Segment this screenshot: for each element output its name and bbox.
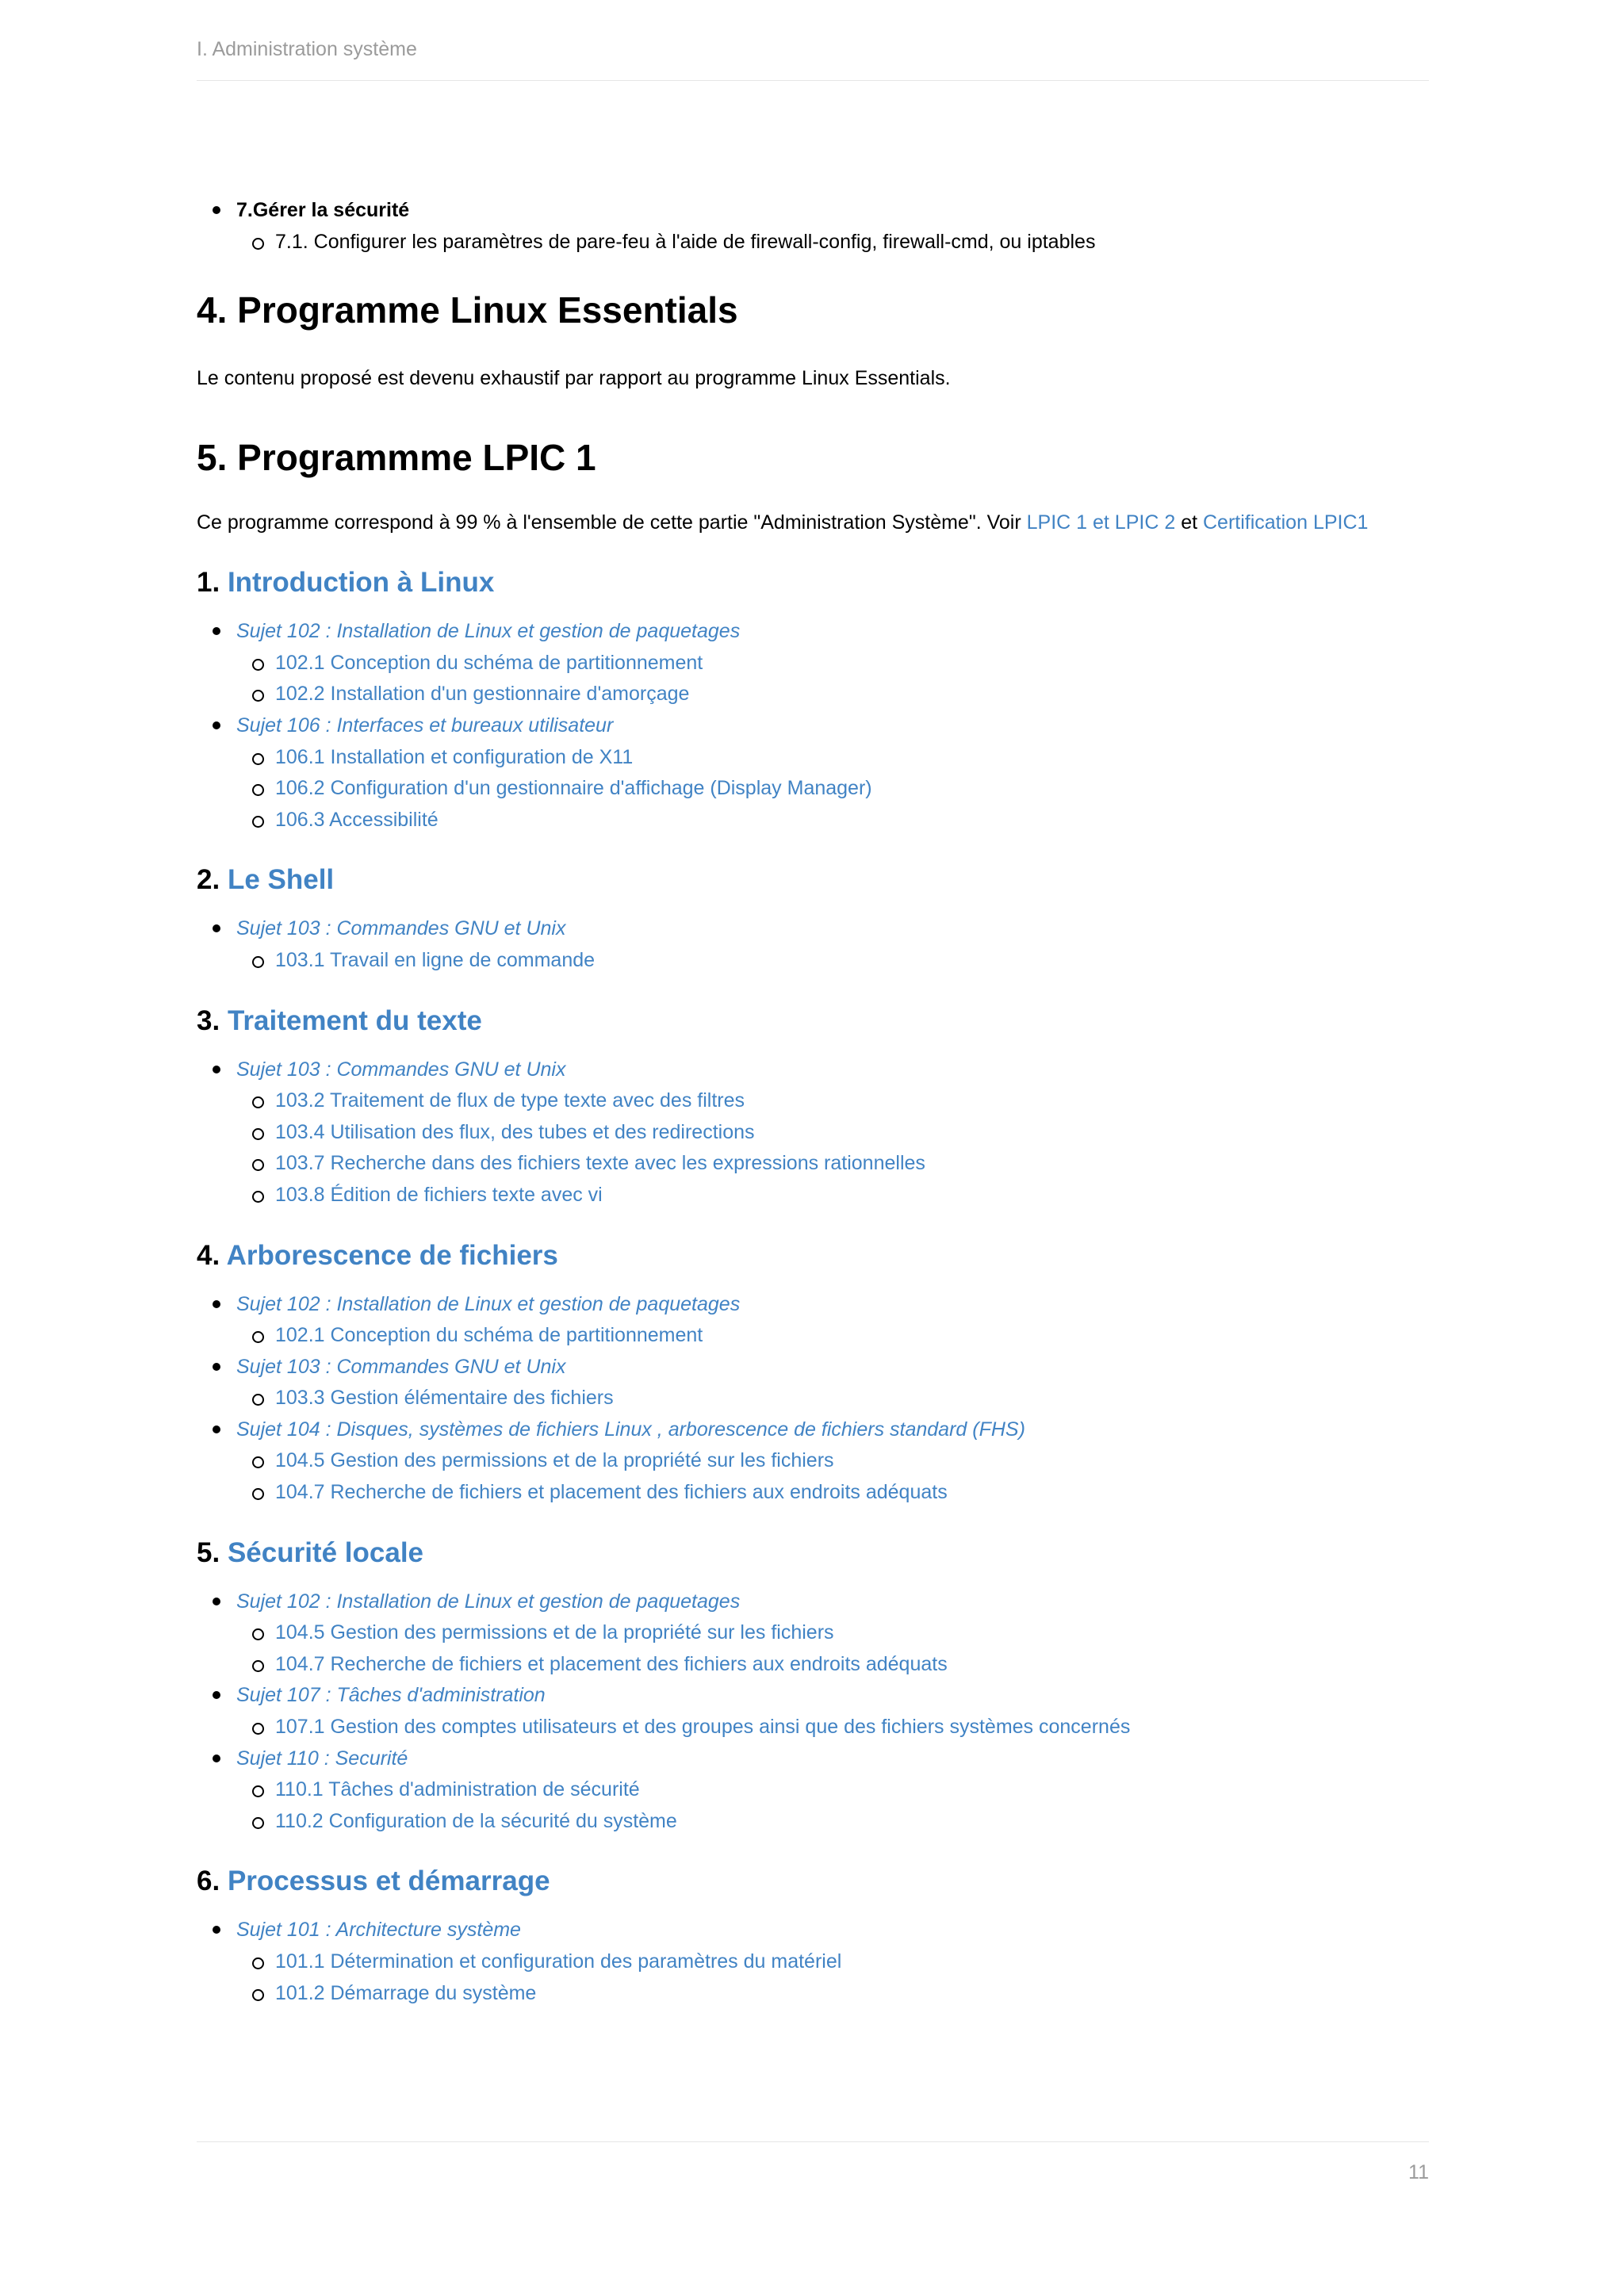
chapter-title [197, 1536, 1429, 1571]
topic-link[interactable]: Sujet 107 : Tâches d'administration [236, 1684, 546, 1707]
chapter-number: 2. [197, 864, 220, 896]
chapter-title [197, 1864, 1429, 1899]
objective-link[interactable]: 106.3 Accessibilité [197, 805, 1429, 836]
topic-list [197, 1915, 1429, 2009]
objective-list [236, 742, 1429, 836]
objective-list [236, 1712, 1429, 1743]
objective-link[interactable]: 106.2 Configuration d'un gestionnaire d'affichage (Display Manager) [197, 773, 1429, 805]
list-item [197, 195, 1429, 258]
objective-link[interactable]: 104.5 Gestion des permissions et de la propriété sur les fichiers [197, 1445, 1429, 1477]
section-4-title: 4. Programme Linux Essentials [197, 289, 738, 331]
page-number: 11 [1408, 2161, 1429, 2183]
page-content [197, 195, 1429, 2009]
chapter-list [197, 565, 1429, 2009]
chapter-number: 5. [197, 1536, 220, 1568]
objective-list [236, 1085, 1429, 1211]
chapter-link[interactable]: Traitement du texte [227, 1004, 482, 1036]
header-divider [197, 80, 1429, 81]
sub-list-item: 7.1. Configurer les paramètres de pare-feu à l'aide de firewall-config, firewall-cmd, ou iptables [197, 227, 1429, 258]
topic-link[interactable]: Sujet 103 : Commandes GNU et Unix [236, 1355, 566, 1378]
chapter-link[interactable]: Le Shell [227, 864, 335, 896]
topic-link[interactable]: Sujet 104 : Disques, systèmes de fichiers Linux , arborescence de fichiers standard (FHS) [236, 1418, 1025, 1441]
chapter-number: 1. [197, 567, 220, 599]
objective-list [236, 945, 1429, 977]
list-item-label: 7.Gérer la sécurité [236, 199, 410, 221]
sub-list [236, 227, 1429, 258]
objective-list [236, 1946, 1429, 2009]
chapter-link[interactable]: Processus et démarrage [227, 1866, 550, 1897]
topic-link[interactable]: Sujet 102 : Installation de Linux et gestion de paquetages [236, 1590, 741, 1613]
topic-link[interactable]: Sujet 102 : Installation de Linux et gestion de paquetages [236, 620, 741, 643]
section-4-text: Le contenu proposé est devenu exhaustif par rapport au programme Linux Essentials. [197, 367, 951, 390]
section-5-text-before: Ce programme correspond à 99 % à l'ensemble de cette partie "Administration Système". Voir [197, 511, 1027, 534]
topic-item [197, 710, 1429, 836]
objective-link[interactable]: 104.7 Recherche de fichiers et placement des fichiers aux endroits adéquats [197, 1649, 1429, 1681]
chapter-link[interactable]: Introduction à Linux [227, 567, 495, 599]
objective-link[interactable]: 103.4 Utilisation des flux, des tubes et des redirections [197, 1117, 1429, 1149]
topic-link[interactable]: Sujet 103 : Commandes GNU et Unix [236, 1058, 566, 1081]
objective-link[interactable]: 102.1 Conception du schéma de partitionnement [197, 1320, 1429, 1352]
objective-link[interactable]: 102.1 Conception du schéma de partitionnement [197, 648, 1429, 679]
chapter-number: 3. [197, 1004, 220, 1036]
chapter-title [197, 1004, 1429, 1039]
topic-item [197, 913, 1429, 976]
objective-list [236, 648, 1429, 710]
objective-link[interactable]: 103.8 Édition de fichiers texte avec vi [197, 1180, 1429, 1211]
topic-item [197, 1586, 1429, 1681]
topic-item [197, 1414, 1429, 1509]
objective-list [236, 1617, 1429, 1680]
section-5-text-mid: et [1175, 511, 1203, 534]
chapter-title [197, 1238, 1429, 1273]
objective-link[interactable]: 103.3 Gestion élémentaire des fichiers [197, 1383, 1429, 1414]
topic-list [197, 913, 1429, 976]
topic-item [197, 1680, 1429, 1743]
objective-link[interactable]: 110.1 Tâches d'administration de sécurité [197, 1774, 1429, 1806]
section-5-title: 5. Programmme LPIC 1 [197, 437, 596, 479]
objective-list [236, 1774, 1429, 1837]
chapter-title [197, 863, 1429, 897]
objective-link[interactable]: 103.2 Traitement de flux de type texte avec des filtres [197, 1085, 1429, 1117]
topic-link[interactable]: Sujet 101 : Architecture système [236, 1919, 521, 1942]
objective-link[interactable]: 107.1 Gestion des comptes utilisateurs et des groupes ainsi que des fichiers systèmes concernés [197, 1712, 1429, 1743]
objective-link[interactable]: 104.7 Recherche de fichiers et placement des fichiers aux endroits adéquats [197, 1477, 1429, 1509]
section-5-text [197, 508, 1429, 537]
topic-list [197, 1054, 1429, 1211]
footer-divider [197, 2141, 1429, 2142]
topic-item [197, 1915, 1429, 2009]
document-page [197, 0, 1429, 2296]
chapter-title [197, 565, 1429, 600]
lpic-1-2-link[interactable]: LPIC 1 et LPIC 2 [1026, 511, 1176, 534]
topic-item [197, 1743, 1429, 1838]
topic-link[interactable]: Sujet 106 : Interfaces et bureaux utilisateur [236, 714, 614, 737]
certification-lpic1-link[interactable]: Certification LPIC1 [1203, 511, 1369, 534]
objective-link[interactable]: 101.2 Démarrage du système [197, 1978, 1429, 2010]
topic-item [197, 616, 1429, 710]
topic-link[interactable]: Sujet 102 : Installation de Linux et gestion de paquetages [236, 1292, 741, 1315]
objective-link[interactable]: 103.7 Recherche dans des fichiers texte avec les expressions rationnelles [197, 1148, 1429, 1180]
objective-list [236, 1445, 1429, 1508]
intro-list [197, 195, 1429, 258]
chapter-number: 4. [197, 1239, 220, 1271]
chapter-number: 6. [197, 1866, 220, 1897]
topic-list [197, 616, 1429, 836]
objective-link[interactable]: 101.1 Détermination et configuration des paramètres du matériel [197, 1946, 1429, 1978]
objective-list [236, 1383, 1429, 1414]
topic-item [197, 1289, 1429, 1352]
objective-link[interactable]: 103.1 Travail en ligne de commande [197, 945, 1429, 977]
running-header: I. Administration système [197, 38, 417, 60]
topic-link[interactable]: Sujet 110 : Securité [236, 1747, 408, 1770]
chapter-link[interactable]: Arborescence de fichiers [226, 1239, 558, 1271]
topic-link[interactable]: Sujet 103 : Commandes GNU et Unix [236, 917, 566, 940]
objective-link[interactable]: 110.2 Configuration de la sécurité du système [197, 1806, 1429, 1838]
objective-link[interactable]: 102.2 Installation d'un gestionnaire d'amorçage [197, 679, 1429, 710]
objective-link[interactable]: 106.1 Installation et configuration de X11 [197, 742, 1429, 774]
objective-link[interactable]: 104.5 Gestion des permissions et de la propriété sur les fichiers [197, 1617, 1429, 1649]
topic-list [197, 1289, 1429, 1509]
topic-item [197, 1352, 1429, 1414]
topic-item [197, 1054, 1429, 1211]
topic-list [197, 1586, 1429, 1838]
chapter-link[interactable]: Sécurité locale [227, 1536, 424, 1568]
objective-list [236, 1320, 1429, 1352]
